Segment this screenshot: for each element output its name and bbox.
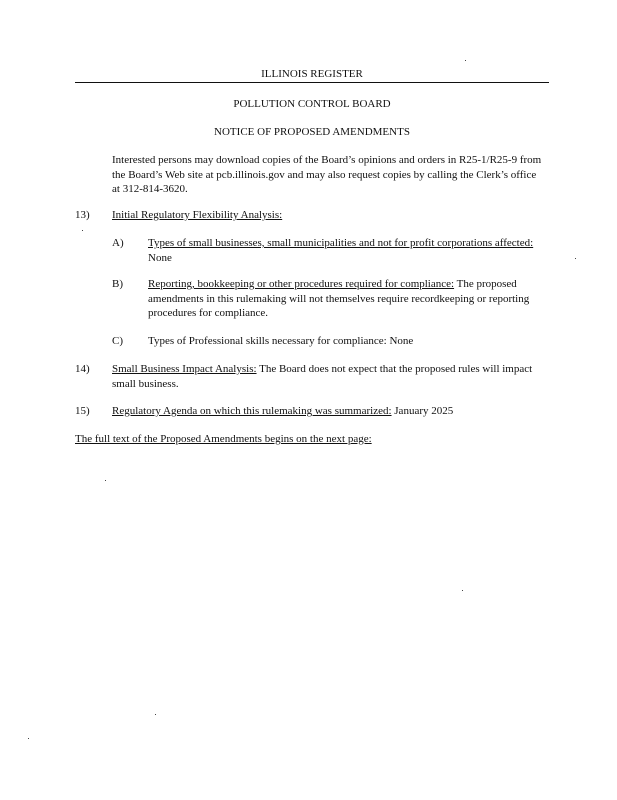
item-15-text: January 2025 xyxy=(394,405,454,417)
item-15-label: Regulatory Agenda on which this rulemaking was summarized: xyxy=(112,405,392,417)
subitem-13c-text: None xyxy=(389,335,414,347)
scan-speck xyxy=(465,60,466,61)
scan-speck xyxy=(105,480,106,481)
item-14-number: 14) xyxy=(75,363,90,375)
subitem-13a-label: Types of small businesses, small municipalities and not for profit corporations affected: xyxy=(148,237,534,249)
subitem-13b-label: Reporting, bookkeeping or other procedures required for compliance: xyxy=(148,278,455,290)
scan-speck xyxy=(575,258,576,259)
notice-title: NOTICE OF PROPOSED AMENDMENTS xyxy=(214,126,410,138)
register-title: ILLINOIS REGISTER xyxy=(261,68,363,80)
subitem-13a-letter: A) xyxy=(112,237,124,249)
board-name: POLLUTION CONTROL BOARD xyxy=(233,98,391,110)
item-13-number: 13) xyxy=(75,209,90,221)
scan-speck xyxy=(82,230,83,231)
item-15-number: 15) xyxy=(75,405,90,417)
scan-speck xyxy=(462,590,463,591)
item-14-label: Small Business Impact Analysis: xyxy=(112,363,257,375)
scan-speck xyxy=(28,738,29,739)
item-14-text: The Board does not expect that the proposed rules will impact small business. xyxy=(112,363,533,390)
subitem-13c-letter: C) xyxy=(112,335,123,347)
item-13-heading: Initial Regulatory Flexibility Analysis: xyxy=(112,209,283,221)
subitem-13a-text: None xyxy=(148,251,172,264)
subitem-13b-text: The proposed amendments in this rulemaking will not themselves require recordkeeping or reporting procedures for compliance. xyxy=(148,278,530,319)
subitem-13c-label: Types of Professional skills necessary for compliance: xyxy=(148,335,387,347)
scan-speck xyxy=(155,714,156,715)
header-rule xyxy=(75,82,549,83)
closing-line: The full text of the Proposed Amendments begins on the next page: xyxy=(75,433,372,445)
intro-paragraph: Interested persons may download copies of the Board’s opinions and orders in R25-1/R25-9 from the Board’s Web site at pcb.illinois.gov and may also request copies by calling the Clerk’s office at 312-814-3620. xyxy=(112,154,542,195)
subitem-13b-letter: B) xyxy=(112,278,123,290)
